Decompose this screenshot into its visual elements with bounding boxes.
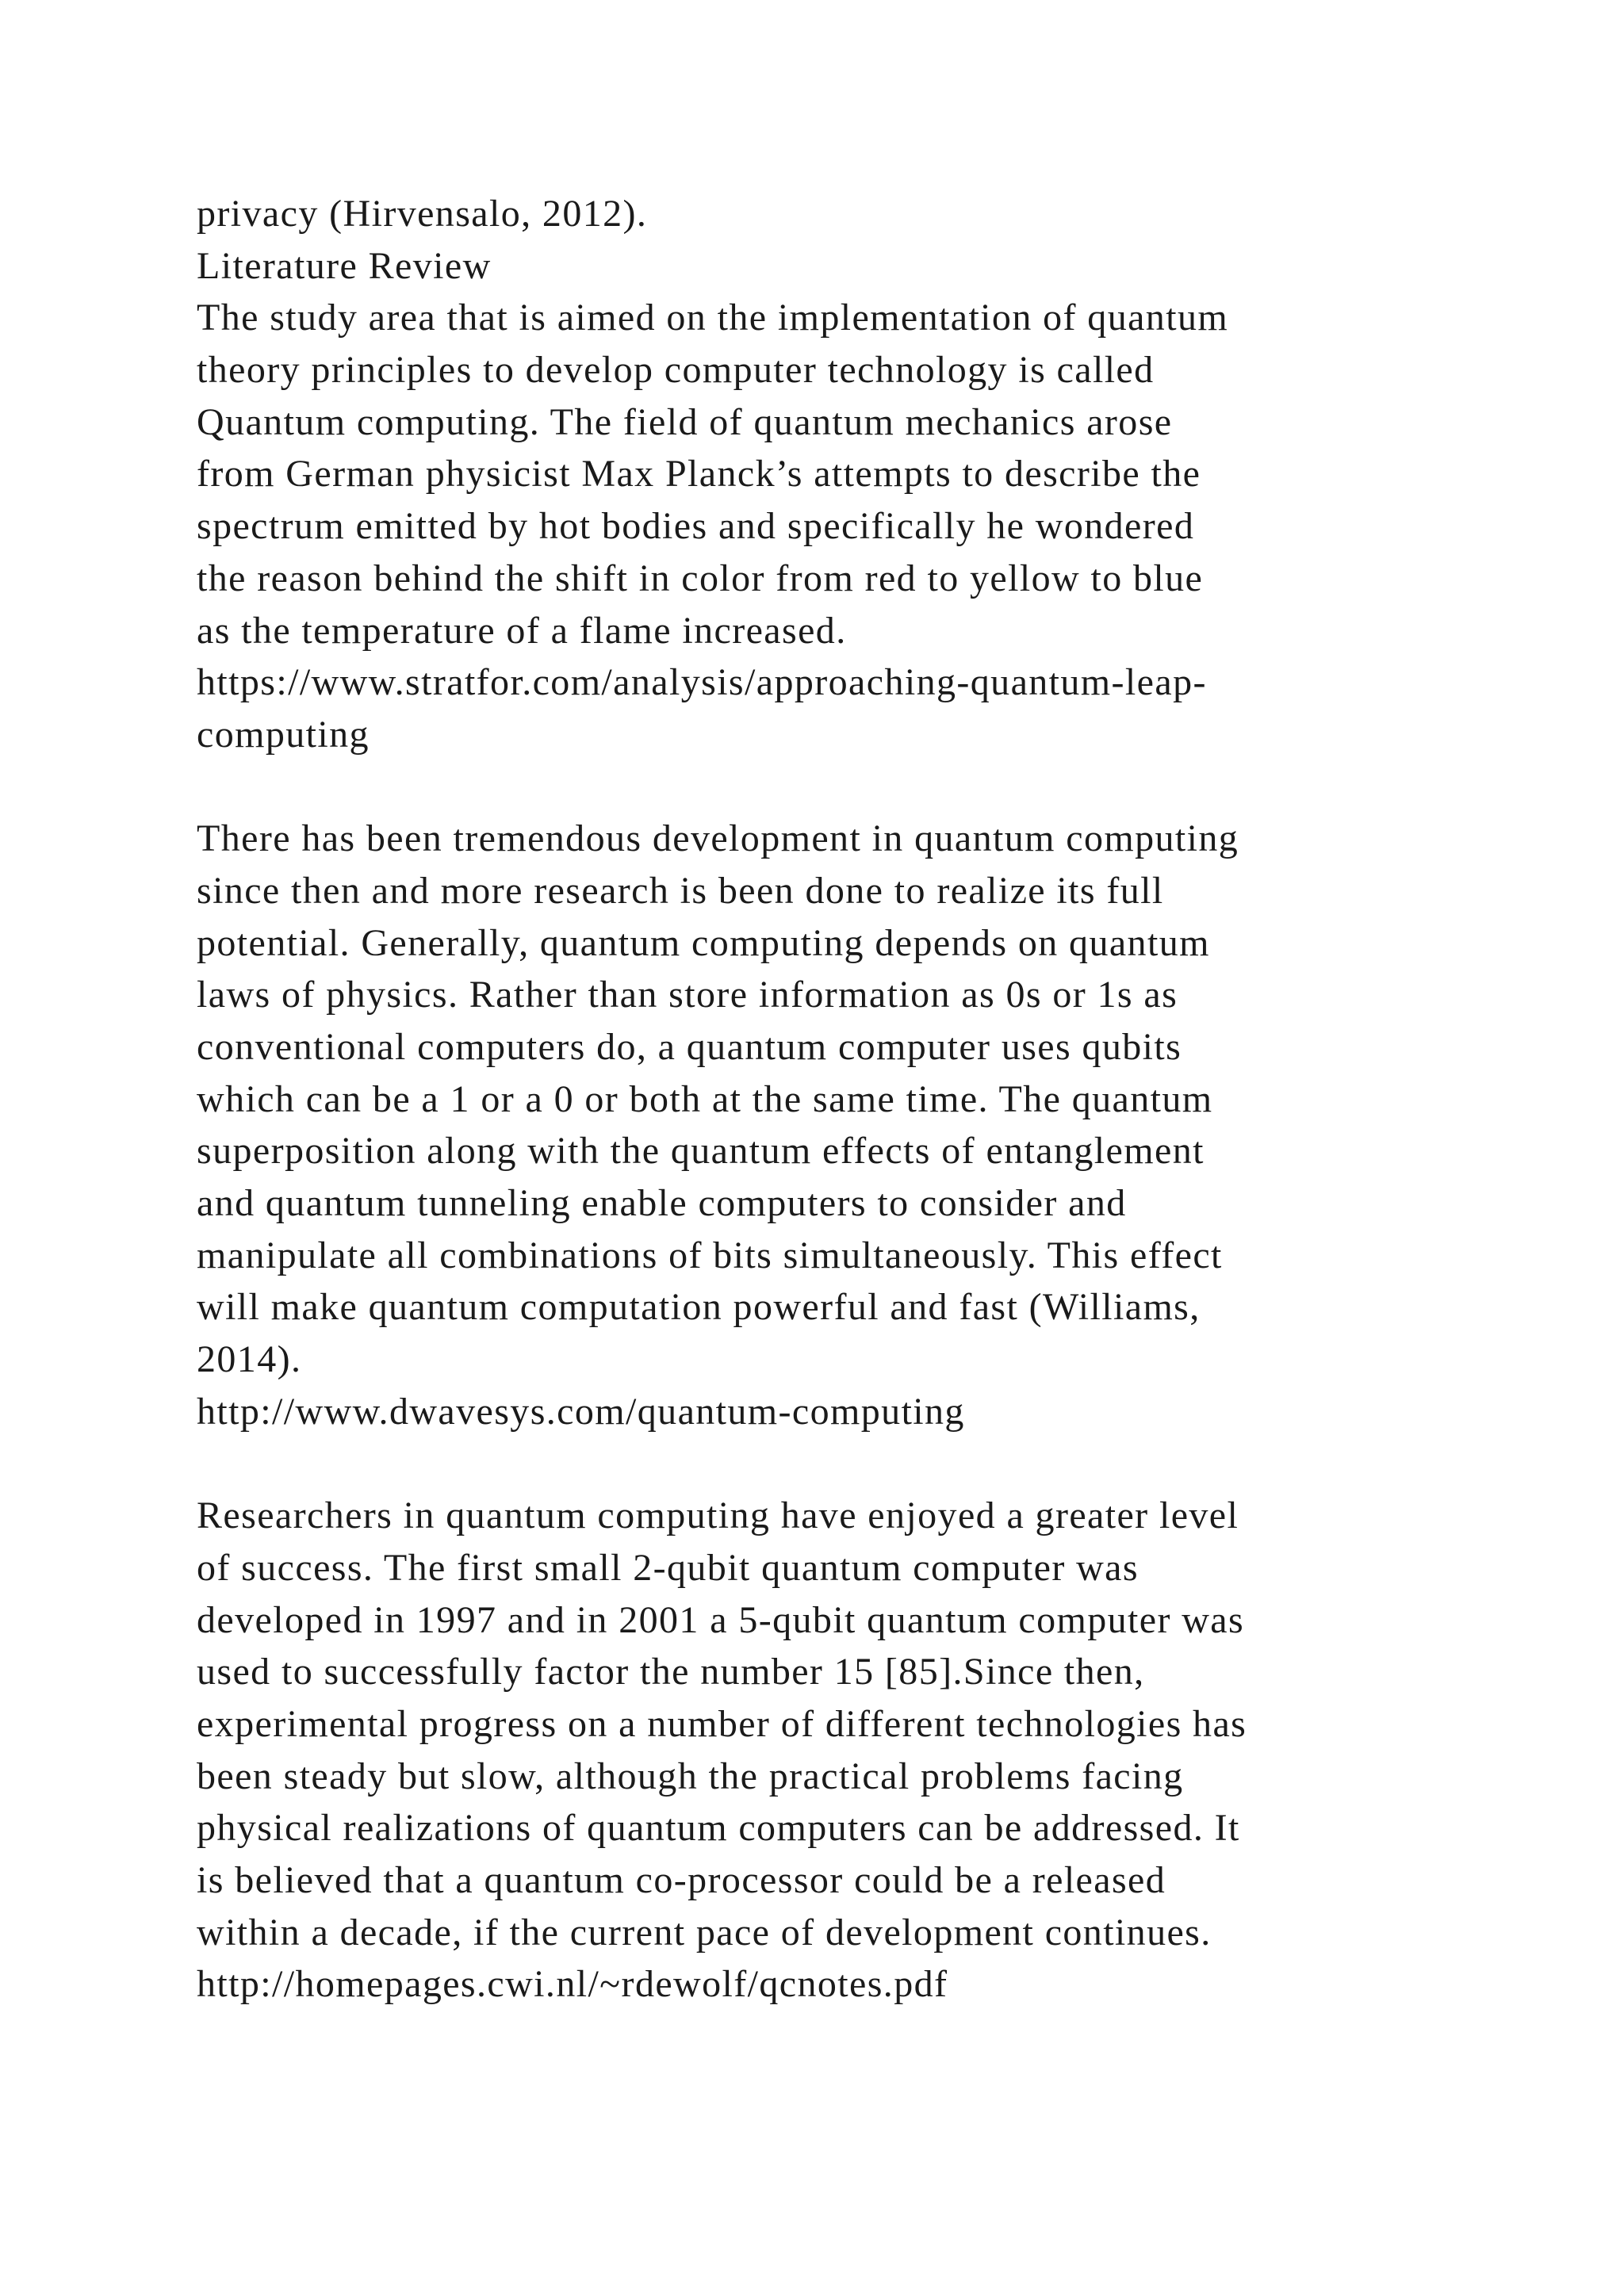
blank-line xyxy=(197,1438,1529,1490)
url-line: http://homepages.cwi.nl/~rdewolf/qcnotes.pdf xyxy=(197,1963,948,2006)
text-line: spectrum emitted by hot bodies and specifically he wondered xyxy=(197,505,1195,548)
text-line: theory principles to develop computer technology is called xyxy=(197,349,1155,392)
document-body xyxy=(197,188,1529,2011)
text-line: will make quantum computation powerful and fast (Williams, xyxy=(197,1286,1201,1329)
url-line: http://www.dwavesys.com/quantum-computing xyxy=(197,1390,965,1433)
text-line: There has been tremendous development in quantum computing xyxy=(197,817,1239,860)
text-line: and quantum tunneling enable computers to consider and xyxy=(197,1182,1127,1225)
text-line: been steady but slow, although the practical problems facing xyxy=(197,1755,1184,1797)
url-line: https://www.stratfor.com/analysis/approaching-quantum-leap- xyxy=(197,661,1207,704)
text-line: which can be a 1 or a 0 or both at the same time. The quantum xyxy=(197,1077,1213,1120)
url-line: computing xyxy=(197,713,370,756)
text-line: as the temperature of a flame increased. xyxy=(197,609,847,652)
text-line: developed in 1997 and in 2001 a 5-qubit quantum computer was xyxy=(197,1598,1245,1641)
text-line: since then and more research is been done to realize its full xyxy=(197,869,1164,912)
text-line: used to successfully factor the number 15 [85].Since then, xyxy=(197,1651,1145,1693)
text-line: Researchers in quantum computing have enjoyed a greater level xyxy=(197,1494,1239,1537)
text-line: experimental progress on a number of different technologies has xyxy=(197,1702,1247,1745)
section-heading: Literature Review xyxy=(197,244,492,287)
text-line: privacy (Hirvensalo, 2012). xyxy=(197,193,648,235)
text-line: the reason behind the shift in color from red to yellow to blue xyxy=(197,557,1204,599)
text-line: manipulate all combinations of bits simultaneously. This effect xyxy=(197,1234,1223,1276)
text-line: laws of physics. Rather than store information as 0s or 1s as xyxy=(197,974,1178,1016)
text-line: of success. The first small 2-qubit quantum computer was xyxy=(197,1546,1139,1589)
text-line: 2014). xyxy=(197,1338,302,1381)
text-line: conventional computers do, a quantum computer uses qubits xyxy=(197,1026,1182,1068)
text-line: potential. Generally, quantum computing depends on quantum xyxy=(197,921,1210,964)
text-line: within a decade, if the current pace of development continues. xyxy=(197,1911,1212,1954)
text-line: physical realizations of quantum computers can be addressed. It xyxy=(197,1807,1240,1850)
blank-line xyxy=(197,761,1529,813)
text-line: is believed that a quantum co-processor could be a released xyxy=(197,1859,1166,1901)
text-line: Quantum computing. The field of quantum mechanics arose xyxy=(197,400,1173,443)
text-line: The study area that is aimed on the implementation of quantum xyxy=(197,297,1229,339)
text-line: superposition along with the quantum effects of entanglement xyxy=(197,1130,1205,1173)
text-line: from German physicist Max Planck’s attempts to describe the xyxy=(197,453,1201,496)
